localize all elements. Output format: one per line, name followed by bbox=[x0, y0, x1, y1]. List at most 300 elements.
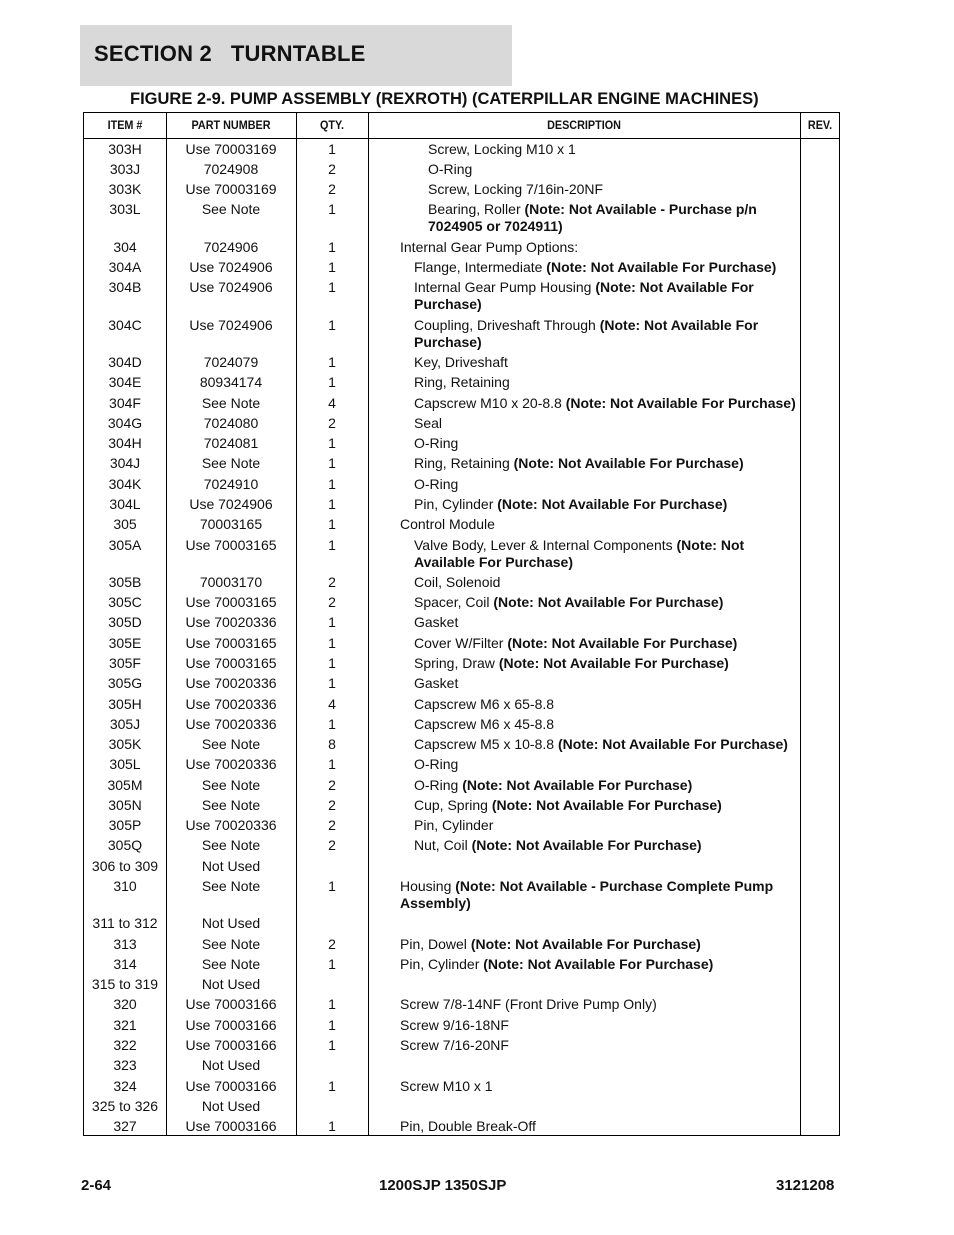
description-text bbox=[368, 317, 800, 351]
item-number: 320 bbox=[113, 996, 137, 1012]
table-row bbox=[84, 395, 839, 415]
quantity: 1 bbox=[328, 1017, 336, 1033]
table-row bbox=[84, 141, 839, 161]
description-text bbox=[368, 817, 800, 834]
quantity: 4 bbox=[328, 696, 336, 712]
table-row bbox=[84, 594, 839, 614]
description-label: O-Ring bbox=[414, 476, 459, 492]
description-text bbox=[368, 181, 800, 198]
description-text bbox=[368, 395, 800, 412]
description bbox=[368, 1017, 800, 1034]
description bbox=[368, 476, 800, 493]
table-row bbox=[84, 976, 839, 996]
part-number: Use 70003165 bbox=[185, 537, 277, 553]
table-row bbox=[84, 1078, 839, 1098]
figure-title: FIGURE 2-9. PUMP ASSEMBLY (REXROTH) (CATERPILLAR ENGINE MACHINES) bbox=[130, 90, 759, 108]
description bbox=[368, 594, 800, 611]
part-number: 7024079 bbox=[203, 354, 259, 370]
description-label: O-Ring bbox=[414, 777, 463, 793]
availability-note: (Note: Not Available - Purchase Complete Pump Assembly) bbox=[400, 878, 774, 911]
description bbox=[368, 716, 800, 733]
description bbox=[368, 936, 800, 953]
item-number: 305C bbox=[108, 594, 142, 610]
table-row bbox=[84, 736, 839, 756]
part-number: Use 7024906 bbox=[189, 317, 273, 333]
part-number: See Note bbox=[201, 736, 261, 752]
quantity: 1 bbox=[328, 614, 336, 630]
item-number: 304C bbox=[108, 317, 142, 333]
description bbox=[368, 756, 800, 773]
part-number: 7024906 bbox=[203, 239, 259, 255]
description-text bbox=[368, 496, 800, 513]
item-number: 304H bbox=[108, 435, 142, 451]
table-row bbox=[84, 1057, 839, 1078]
section-title: SECTION 2 TURNTABLE bbox=[94, 41, 366, 66]
part-number: See Note bbox=[201, 878, 261, 894]
part-number: Use 70020336 bbox=[185, 817, 277, 833]
availability-note: (Note: Not Available For Purchase) bbox=[546, 259, 777, 275]
item-number: 313 bbox=[113, 936, 137, 952]
description-text bbox=[368, 476, 800, 493]
availability-note: (Note: Not Available - Purchase p/n 7024905 or 7024911) bbox=[428, 201, 757, 234]
part-number: 7024080 bbox=[203, 415, 259, 431]
item-number: 315 to 319 bbox=[91, 976, 159, 992]
description-text bbox=[368, 161, 800, 178]
description-label: Gasket bbox=[414, 675, 459, 691]
description bbox=[368, 696, 800, 713]
table-row bbox=[84, 354, 839, 374]
table-row bbox=[84, 317, 839, 354]
table-row bbox=[84, 1037, 839, 1057]
part-number: Not Used bbox=[201, 858, 261, 874]
availability-note: (Note: Not Available For Purchase) bbox=[507, 635, 738, 651]
quantity: 2 bbox=[328, 837, 336, 853]
description-label: Spring, Draw bbox=[414, 655, 499, 671]
header-part-number: PART NUMBER bbox=[191, 118, 271, 132]
description-text bbox=[368, 594, 800, 611]
quantity: 4 bbox=[328, 395, 336, 411]
quantity: 1 bbox=[328, 756, 336, 772]
description-label: Bearing, Roller bbox=[428, 201, 525, 217]
description-text bbox=[368, 1078, 800, 1095]
item-number: 305K bbox=[108, 736, 142, 752]
description-label: Cup, Spring bbox=[414, 797, 492, 813]
table-row bbox=[84, 496, 839, 516]
quantity: 1 bbox=[328, 239, 336, 255]
quantity: 2 bbox=[328, 936, 336, 952]
description-label: Capscrew M6 x 45-8.8 bbox=[414, 716, 555, 732]
item-number: 311 to 312 bbox=[92, 915, 158, 931]
quantity: 8 bbox=[328, 736, 336, 752]
item-number: 305J bbox=[109, 716, 141, 732]
description-label: Internal Gear Pump Housing bbox=[414, 279, 596, 295]
description-label: O-Ring bbox=[414, 756, 459, 772]
item-number: 305N bbox=[108, 797, 142, 813]
description bbox=[368, 956, 800, 973]
description-label: Pin, Dowel bbox=[400, 936, 471, 952]
item-number: 310 bbox=[113, 878, 137, 894]
table-row bbox=[84, 655, 839, 675]
description-text bbox=[368, 797, 800, 814]
item-number: 304 bbox=[113, 239, 137, 255]
description-text bbox=[368, 878, 800, 912]
description-text bbox=[368, 614, 800, 631]
availability-note: (Note: Not Available For Purchase) bbox=[557, 736, 788, 752]
part-number: See Note bbox=[201, 455, 261, 471]
description-label: Pin, Cylinder bbox=[414, 817, 494, 833]
table-row bbox=[84, 777, 839, 797]
footer-page-number: 2-64 bbox=[81, 1177, 112, 1194]
item-number: 327 bbox=[113, 1118, 137, 1134]
description bbox=[368, 655, 800, 672]
description bbox=[368, 354, 800, 371]
item-number: 303J bbox=[109, 161, 141, 177]
description-label: Ring, Retaining bbox=[414, 455, 514, 471]
item-number: 304D bbox=[108, 354, 142, 370]
description-label: Flange, Intermediate bbox=[414, 259, 547, 275]
quantity: 1 bbox=[328, 141, 336, 157]
description bbox=[368, 259, 800, 276]
description bbox=[368, 161, 800, 178]
part-number: See Note bbox=[201, 797, 261, 813]
item-number: 321 bbox=[113, 1017, 137, 1033]
quantity: 1 bbox=[328, 878, 336, 894]
item-number: 304B bbox=[108, 279, 142, 295]
quantity: 1 bbox=[328, 655, 336, 671]
table-row bbox=[84, 374, 839, 395]
quantity: 2 bbox=[328, 797, 336, 813]
description bbox=[368, 395, 800, 412]
description-label: O-Ring bbox=[414, 435, 459, 451]
quantity: 2 bbox=[328, 161, 336, 177]
item-number: 305P bbox=[108, 817, 142, 833]
description bbox=[368, 614, 800, 631]
header-qty: QTY. bbox=[319, 118, 344, 132]
quantity: 1 bbox=[328, 537, 336, 553]
part-number: Not Used bbox=[201, 915, 261, 931]
item-number: 304G bbox=[107, 415, 143, 431]
quantity: 2 bbox=[328, 181, 336, 197]
table-row bbox=[84, 996, 839, 1017]
table-row bbox=[84, 1017, 839, 1037]
description bbox=[368, 736, 800, 753]
description bbox=[368, 181, 800, 198]
item-number: 305B bbox=[108, 574, 142, 590]
description bbox=[368, 1118, 800, 1135]
description-label: Screw, Locking 7/16in-20NF bbox=[428, 181, 604, 197]
part-number: See Note bbox=[201, 936, 261, 952]
table-row bbox=[84, 181, 839, 201]
table-row bbox=[84, 837, 839, 858]
item-number: 303K bbox=[108, 181, 142, 197]
quantity: 1 bbox=[328, 675, 336, 691]
description-label: Gasket bbox=[414, 614, 459, 630]
quantity: 2 bbox=[328, 594, 336, 610]
part-number: See Note bbox=[201, 201, 261, 217]
item-number: 305E bbox=[108, 635, 142, 651]
item-number: 324 bbox=[113, 1078, 137, 1094]
description bbox=[368, 516, 800, 533]
item-number: 323 bbox=[113, 1057, 137, 1073]
part-number: 70003170 bbox=[199, 574, 263, 590]
description-text bbox=[368, 837, 800, 854]
availability-note: (Note: Not Available For Purchase) bbox=[493, 594, 724, 610]
description-label: Coupling, Driveshaft Through bbox=[414, 317, 600, 333]
table-row bbox=[84, 797, 839, 817]
description-label: Control Module bbox=[400, 516, 495, 532]
item-number: 305G bbox=[107, 675, 143, 691]
part-number: See Note bbox=[201, 777, 261, 793]
description-label: Cover W/Filter bbox=[414, 635, 508, 651]
part-number: Use 70003166 bbox=[185, 1118, 277, 1134]
description bbox=[368, 1078, 800, 1095]
footer-model: 1200SJP 1350SJP bbox=[379, 1177, 507, 1194]
availability-note: (Note: Not Available For Purchase) bbox=[497, 496, 728, 512]
part-number: Use 70003166 bbox=[185, 1078, 277, 1094]
item-number: 306 to 309 bbox=[91, 858, 159, 874]
part-number: Use 70003166 bbox=[185, 1037, 277, 1053]
description-label: Screw 9/16-18NF bbox=[400, 1017, 509, 1033]
description-text bbox=[368, 675, 800, 692]
footer-doc-number: 3121208 bbox=[776, 1177, 835, 1194]
item-number: 304J bbox=[109, 455, 141, 471]
description-label: Valve Body, Lever & Internal Components bbox=[414, 537, 677, 553]
description-text bbox=[368, 936, 800, 953]
availability-note: (Note: Not Available For Purchase) bbox=[491, 797, 722, 813]
header-rev: REV. bbox=[807, 118, 833, 132]
description-text bbox=[368, 996, 800, 1013]
description-text bbox=[368, 141, 800, 158]
part-number: Use 7024906 bbox=[189, 259, 273, 275]
description bbox=[368, 837, 800, 854]
part-number: Not Used bbox=[201, 1098, 261, 1114]
part-number: Use 70020336 bbox=[185, 675, 277, 691]
quantity: 1 bbox=[328, 956, 336, 972]
description-text bbox=[368, 374, 800, 391]
quantity: 1 bbox=[328, 279, 336, 295]
quantity: 1 bbox=[328, 259, 336, 275]
item-number: 303L bbox=[109, 201, 141, 217]
part-number: Use 70003169 bbox=[185, 141, 277, 157]
description-label: Capscrew M6 x 65-8.8 bbox=[414, 696, 555, 712]
item-number: 304F bbox=[109, 395, 141, 411]
quantity: 2 bbox=[328, 777, 336, 793]
part-number: See Note bbox=[201, 395, 261, 411]
quantity: 1 bbox=[328, 635, 336, 651]
quantity: 1 bbox=[328, 317, 336, 333]
description bbox=[368, 1037, 800, 1054]
part-number: Use 70003169 bbox=[185, 181, 277, 197]
table-row bbox=[84, 696, 839, 716]
table-row bbox=[84, 1118, 839, 1138]
item-number: 304A bbox=[108, 259, 142, 275]
quantity: 1 bbox=[328, 996, 336, 1012]
description-label: Screw, Locking M10 x 1 bbox=[428, 141, 576, 157]
description-text bbox=[368, 239, 800, 256]
description bbox=[368, 317, 800, 351]
description-label: Pin, Cylinder bbox=[400, 956, 484, 972]
description-text bbox=[368, 756, 800, 773]
availability-note: (Note: Not Available For Purchase) bbox=[513, 455, 744, 471]
table-row bbox=[84, 574, 839, 594]
availability-note: (Note: Not Available For Purchase) bbox=[414, 279, 754, 312]
description bbox=[368, 279, 800, 313]
table-row bbox=[84, 614, 839, 635]
quantity: 1 bbox=[328, 354, 336, 370]
description-label: Coil, Solenoid bbox=[414, 574, 501, 590]
description bbox=[368, 435, 800, 452]
table-row bbox=[84, 201, 839, 239]
table-header-row bbox=[84, 113, 839, 139]
item-number: 304K bbox=[108, 476, 142, 492]
quantity: 1 bbox=[328, 374, 336, 390]
table-body bbox=[84, 141, 839, 1138]
part-number: Use 70003166 bbox=[185, 1017, 277, 1033]
description-text bbox=[368, 516, 800, 533]
table-row bbox=[84, 635, 839, 655]
quantity: 1 bbox=[328, 476, 336, 492]
availability-note: (Note: Not Available For Purchase) bbox=[414, 537, 745, 570]
table-row bbox=[84, 675, 839, 696]
part-number: 7024908 bbox=[203, 161, 259, 177]
table-row bbox=[84, 858, 839, 878]
description-label: Capscrew M10 x 20-8.8 bbox=[414, 395, 566, 411]
description bbox=[368, 574, 800, 591]
availability-note: (Note: Not Available For Purchase) bbox=[462, 777, 693, 793]
description-label: Pin, Double Break-Off bbox=[400, 1118, 536, 1134]
description-text bbox=[368, 455, 800, 472]
item-number: 305Q bbox=[107, 837, 143, 853]
quantity: 2 bbox=[328, 574, 336, 590]
part-number: Not Used bbox=[201, 1057, 261, 1073]
description-text bbox=[368, 696, 800, 713]
item-number: 303H bbox=[108, 141, 142, 157]
quantity: 1 bbox=[328, 435, 336, 451]
table-row bbox=[84, 259, 839, 279]
description-text bbox=[368, 777, 800, 794]
description-text bbox=[368, 279, 800, 313]
item-number: 305M bbox=[107, 777, 143, 793]
table-row bbox=[84, 915, 839, 936]
table-row bbox=[84, 516, 839, 537]
description bbox=[368, 141, 800, 158]
description-label: Screw M10 x 1 bbox=[400, 1078, 493, 1094]
table-row bbox=[84, 537, 839, 574]
description bbox=[368, 201, 800, 235]
description-text bbox=[368, 574, 800, 591]
table-row bbox=[84, 716, 839, 736]
description bbox=[368, 496, 800, 513]
part-number: Use 70020336 bbox=[185, 696, 277, 712]
description-label: Screw 7/16-20NF bbox=[400, 1037, 509, 1053]
parts-table bbox=[83, 112, 840, 1136]
description bbox=[368, 415, 800, 432]
description-text bbox=[368, 655, 800, 672]
description bbox=[368, 537, 800, 571]
table-row bbox=[84, 455, 839, 476]
availability-note: (Note: Not Available For Purchase) bbox=[483, 956, 714, 972]
description-text bbox=[368, 716, 800, 733]
availability-note: (Note: Not Available For Purchase) bbox=[565, 395, 796, 411]
item-number: 305L bbox=[109, 756, 141, 772]
item-number: 305F bbox=[109, 655, 141, 671]
item-number: 314 bbox=[113, 956, 137, 972]
item-number: 305H bbox=[108, 696, 142, 712]
part-number: Use 70003165 bbox=[185, 635, 277, 651]
availability-note: (Note: Not Available For Purchase) bbox=[414, 317, 759, 350]
description-text bbox=[368, 537, 800, 571]
description-label: Capscrew M5 x 10-8.8 bbox=[414, 736, 558, 752]
quantity: 1 bbox=[328, 201, 336, 217]
description-label: Screw 7/8-14NF (Front Drive Pump Only) bbox=[400, 996, 657, 1012]
item-number: 304E bbox=[108, 374, 142, 390]
table-row bbox=[84, 435, 839, 455]
quantity: 1 bbox=[328, 1118, 336, 1134]
part-number: 7024081 bbox=[203, 435, 259, 451]
table-row bbox=[84, 756, 839, 777]
description-text bbox=[368, 1017, 800, 1034]
table-row bbox=[84, 956, 839, 976]
table-row bbox=[84, 239, 839, 259]
description-text bbox=[368, 201, 800, 235]
item-number: 325 to 326 bbox=[91, 1098, 159, 1114]
description-label: Pin, Cylinder bbox=[414, 496, 498, 512]
table-row bbox=[84, 476, 839, 496]
description-text bbox=[368, 435, 800, 452]
part-number: See Note bbox=[201, 956, 261, 972]
part-number: See Note bbox=[201, 837, 261, 853]
description bbox=[368, 996, 800, 1013]
description bbox=[368, 777, 800, 794]
item-number: 305A bbox=[108, 537, 142, 553]
description bbox=[368, 675, 800, 692]
description-label: Housing bbox=[400, 878, 456, 894]
part-number: Use 70020336 bbox=[185, 716, 277, 732]
quantity: 1 bbox=[328, 716, 336, 732]
header-item: ITEM # bbox=[107, 118, 143, 132]
table-row bbox=[84, 279, 839, 317]
part-number: Not Used bbox=[201, 976, 261, 992]
part-number: Use 70020336 bbox=[185, 756, 277, 772]
item-number: 304L bbox=[109, 496, 141, 512]
description-label: O-Ring bbox=[428, 161, 473, 177]
header-description: DESCRIPTION bbox=[547, 118, 621, 132]
description-text bbox=[368, 1118, 800, 1135]
part-number: Use 70003165 bbox=[185, 594, 277, 610]
availability-note: (Note: Not Available For Purchase) bbox=[498, 655, 729, 671]
description-text bbox=[368, 415, 800, 432]
item-number: 322 bbox=[113, 1037, 137, 1053]
item-number: 305 bbox=[113, 516, 137, 532]
description-label: Nut, Coil bbox=[414, 837, 472, 853]
quantity: 2 bbox=[328, 415, 336, 431]
table-row bbox=[84, 161, 839, 181]
quantity: 1 bbox=[328, 516, 336, 532]
quantity: 1 bbox=[328, 1037, 336, 1053]
item-number: 305D bbox=[108, 614, 142, 630]
description-label: Ring, Retaining bbox=[414, 374, 510, 390]
quantity: 1 bbox=[328, 496, 336, 512]
part-number: Use 7024906 bbox=[189, 496, 273, 512]
table-row bbox=[84, 415, 839, 435]
description-text bbox=[368, 354, 800, 371]
description-label: Key, Driveshaft bbox=[414, 354, 508, 370]
description bbox=[368, 797, 800, 814]
part-number: Use 70020336 bbox=[185, 614, 277, 630]
description bbox=[368, 635, 800, 652]
availability-note: (Note: Not Available For Purchase) bbox=[471, 837, 702, 853]
availability-note: (Note: Not Available For Purchase) bbox=[470, 936, 701, 952]
